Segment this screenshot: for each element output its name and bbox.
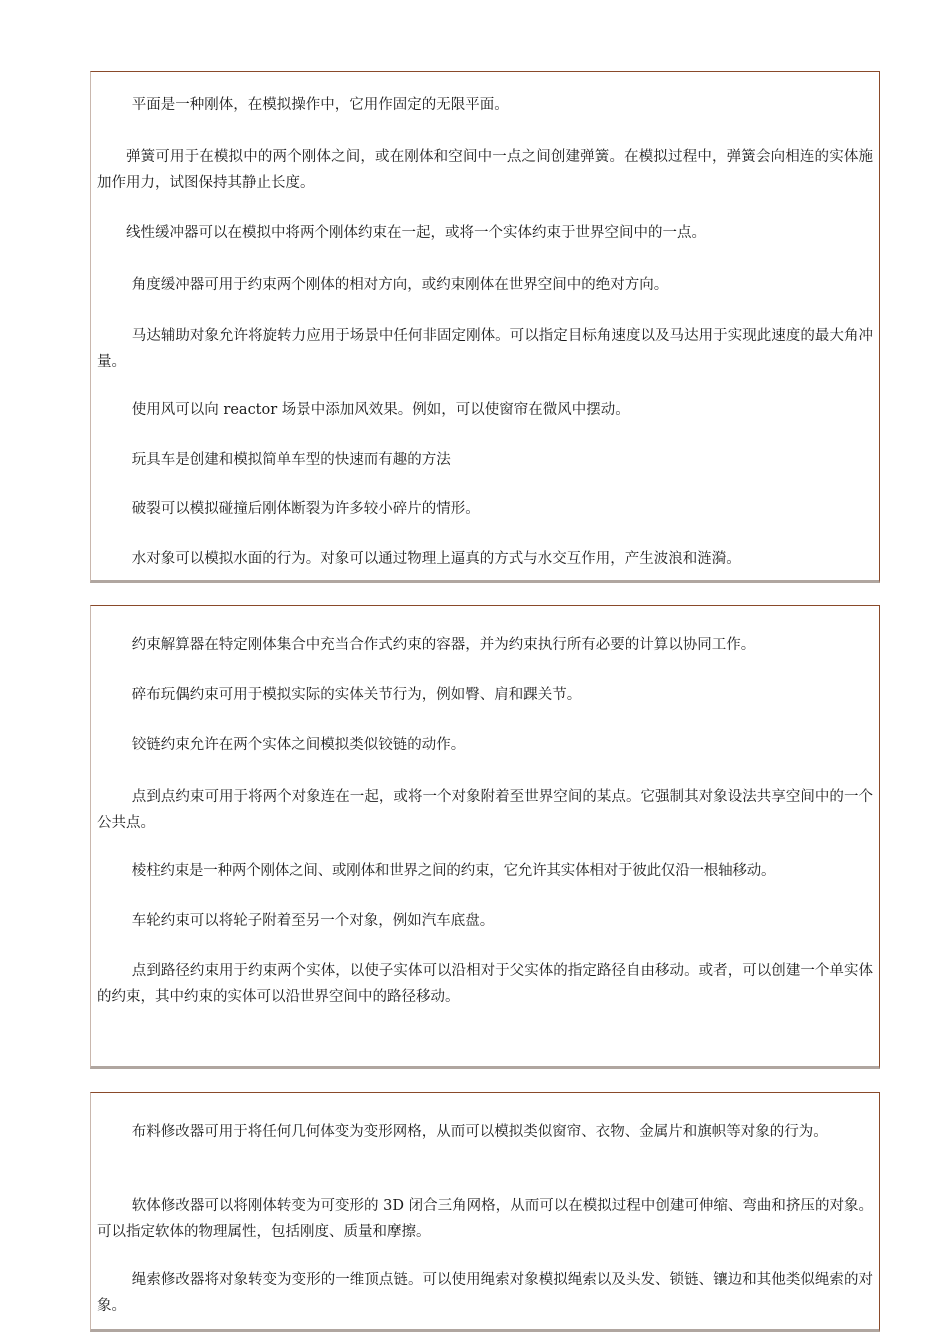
- section-box-1: [90, 71, 880, 583]
- paragraph-constraint-solver: 约束解算器在特定刚体集合中充当合作式约束的容器，并为约束执行所有必要的计算以协同工作。: [131, 637, 756, 653]
- section-box-3: [90, 1092, 880, 1332]
- paragraph-toy-car: 玩具车是创建和模拟简单车型的快速而有趣的方法: [131, 452, 451, 468]
- paragraph-rope-modifier: 绳索修改器将对象转变为变形的一维顶点链。可以使用绳索对象模拟绳索以及头发、锁链、镶边和其他类似绳索的对象。: [97, 1272, 873, 1314]
- section-box-2: [90, 605, 880, 1069]
- paragraph-motor: 马达辅助对象允许将旋转力应用于场景中任何非固定刚体。可以指定目标角速度以及马达用于实现此速度的最大角冲量。: [97, 328, 873, 370]
- paragraph-prismatic-constraint: 棱柱约束是一种两个刚体之间、或刚体和世界之间的约束，它允许其实体相对于彼此仅沿一根轴移动。: [131, 863, 776, 879]
- paragraph-spring: 弹簧可用于在模拟中的两个刚体之间，或在刚体和空间中一点之间创建弹簧。在模拟过程中，弹簧会向相连的实体施加作用力，试图保持其静止长度。: [97, 149, 873, 191]
- paragraph-ragdoll-constraint: 碎布玩偶约束可用于模拟实际的实体关节行为，例如臀、肩和踝关节。: [131, 687, 582, 703]
- paragraph-wind: 使用风可以向 reactor 场景中添加风效果。例如，可以使窗帘在微风中摆动。: [131, 402, 630, 418]
- paragraph-angular-dashpot: 角度缓冲器可用于约束两个刚体的相对方向，或约束刚体在世界空间中的绝对方向。: [131, 277, 669, 293]
- paragraph-wheel-constraint: 车轮约束可以将轮子附着至另一个对象，例如汽车底盘。: [131, 913, 495, 929]
- paragraph-water: 水对象可以模拟水面的行为。对象可以通过物理上逼真的方式与水交互作用，产生波浪和涟漪。: [131, 551, 741, 567]
- paragraph-soft-body-modifier: 软体修改器可以将刚体转变为可变形的 3D 闭合三角网格，从而可以在模拟过程中创建可伸缩、弯曲和挤压的对象。可以指定软体的物理属性，包括刚度、质量和摩擦。: [97, 1198, 873, 1240]
- paragraph-linear-dashpot: 线性缓冲器可以在模拟中将两个刚体约束在一起，或将一个实体约束于世界空间中的一点。: [126, 225, 706, 241]
- paragraph-point-to-point-constraint: 点到点约束可用于将两个对象连在一起，或将一个对象附着至世界空间的某点。它强制其对象设法共享空间中的一个公共点。: [97, 789, 873, 831]
- paragraph-point-to-path-constraint: 点到路径约束用于约束两个实体，以使子实体可以沿相对于父实体的指定路径自由移动。或者，可以创建一个单实体的约束，其中约束的实体可以沿世界空间中的路径移动。: [97, 963, 873, 1005]
- paragraph-cloth-modifier: 布料修改器可用于将任何几何体变为变形网格，从而可以模拟类似窗帘、衣物、金属片和旗帜等对象的行为。: [131, 1124, 828, 1140]
- paragraph-fracture: 破裂可以模拟碰撞后刚体断裂为许多较小碎片的情形。: [131, 501, 480, 517]
- paragraph-hinge-constraint: 铰链约束允许在两个实体之间模拟类似铰链的动作。: [131, 737, 466, 753]
- paragraph-plane: 平面是一种刚体，在模拟操作中，它用作固定的无限平面。: [131, 97, 509, 113]
